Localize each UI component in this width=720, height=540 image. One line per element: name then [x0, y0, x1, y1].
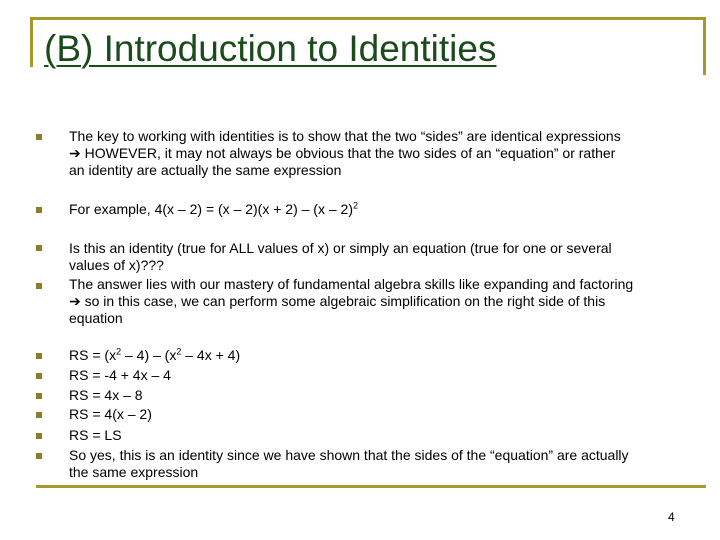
right-arrow-icon: ➔: [69, 145, 81, 161]
square-bullet-icon: [36, 245, 42, 251]
right-arrow-icon: ➔: [69, 293, 81, 309]
slide-title: (B) Introduction to Identities: [44, 28, 497, 69]
bullet-10-text: [69, 447, 679, 481]
page-number: 4: [668, 510, 675, 524]
square-bullet-icon: [36, 453, 42, 459]
bullet-3-text: [69, 240, 679, 274]
bullet-3-line-1: Is this an identity (true for ALL values of x) or simply an equation (true for one or several: [69, 240, 612, 256]
bullet-2-equation: For example, 4(x – 2) = (x – 2)(x + 2) – (x – 2): [69, 201, 353, 217]
bullet-1-line-2-text: HOWEVER, it may not always be obvious that the two sides of an “equation” or rather: [84, 145, 616, 161]
square-bullet-icon: [36, 373, 42, 379]
bullet-10-line-2: the same expression: [69, 464, 199, 480]
bullet-4-line-1: The answer lies with our mastery of fundamental algebra skills like expanding and factoring: [69, 276, 634, 292]
bullet-10-line-1: So yes, this is an identity since we have shown that the sides of the “equation” are actually: [69, 447, 629, 463]
square-bullet-icon: [36, 134, 42, 140]
square-bullet-icon: [36, 412, 42, 418]
square-bullet-icon: [36, 283, 42, 289]
frame-top-rule: [30, 17, 706, 20]
bullet-4-line-2-text: so in this case, we can perform some algebraic simplification on the right side of this: [84, 293, 606, 309]
frame-bottom-rule: [36, 485, 706, 488]
bullet-4-text: [69, 276, 679, 327]
square-bullet-icon: [36, 433, 42, 439]
square-bullet-icon: [36, 207, 42, 213]
bullet-1-text: [69, 128, 679, 179]
bullet-6-text: RS = -4 + 4x – 4: [69, 367, 171, 383]
bullet-5-text: [69, 347, 679, 364]
square-bullet-icon: [36, 353, 42, 359]
frame-left-rule: [30, 17, 33, 67]
bullet-1-line-2: [69, 145, 679, 162]
bullet-5-part-c: – 4x + 4): [181, 347, 241, 363]
bullet-1-line-1: The key to working with identities is to show that the two “sides” are identical expressions: [69, 128, 621, 144]
bullet-8-text: RS = 4(x – 2): [69, 406, 152, 422]
bullet-5-part-b: – 4) – (x: [121, 347, 177, 363]
bullet-1-line-3: an identity are actually the same expression: [69, 162, 342, 178]
frame-right-rule: [703, 17, 706, 75]
bullet-2-text: [69, 201, 679, 218]
bullet-7-text: RS = 4x – 8: [69, 387, 143, 403]
bullet-9-text: RS = LS: [69, 427, 122, 443]
bullet-5-exponent-2: 2: [176, 346, 182, 357]
bullet-5-part-a: RS = (x: [69, 347, 117, 363]
bullet-2-exponent: 2: [353, 200, 359, 211]
bullet-3-line-2: values of x)???: [69, 257, 164, 273]
bullet-4-line-2: [69, 293, 679, 310]
square-bullet-icon: [36, 393, 42, 399]
bullet-5-exponent-1: 2: [116, 346, 122, 357]
bullet-4-line-3: equation: [69, 310, 123, 326]
